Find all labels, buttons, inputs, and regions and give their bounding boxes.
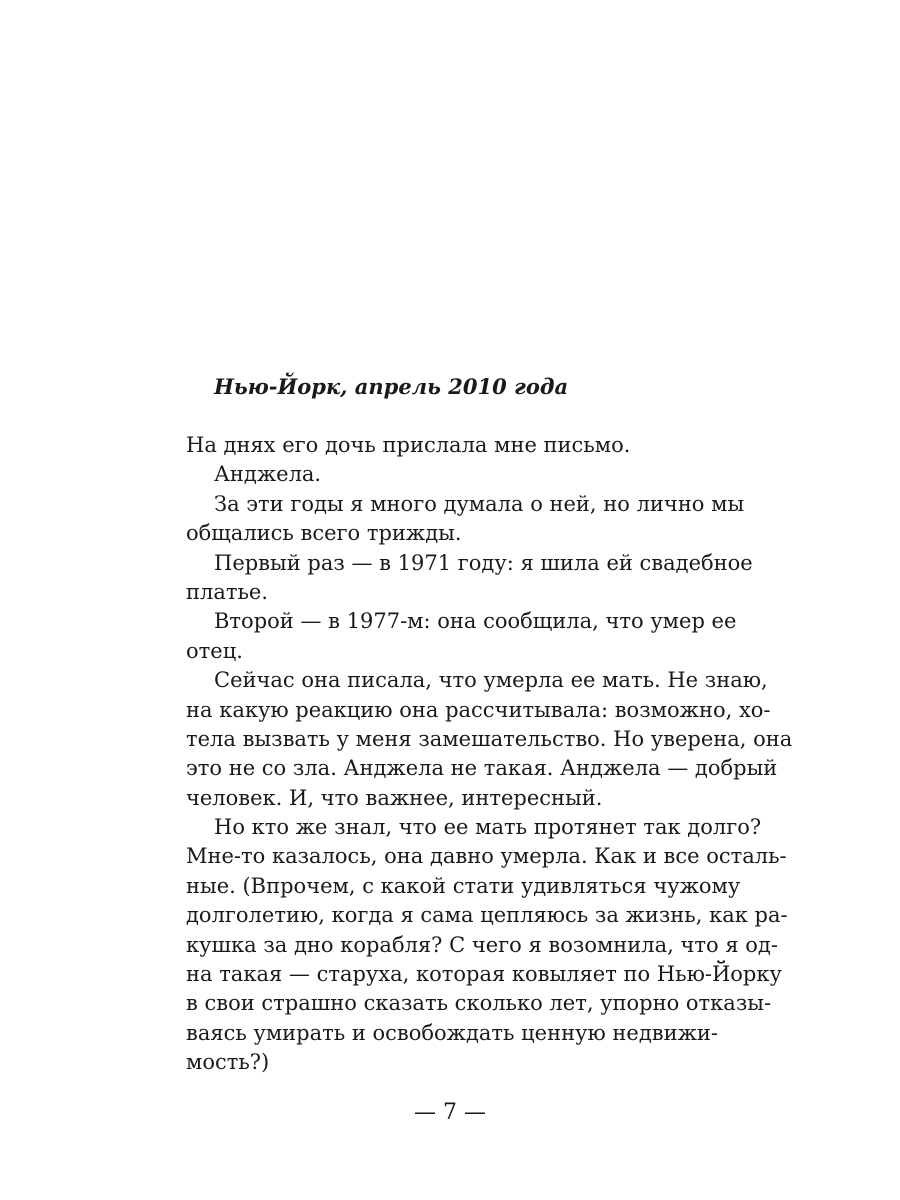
text-line: человек. И, что важнее, интересный. [186, 785, 603, 810]
text-line: долголетию, когда я сама цепляюсь за жизнь, как ра- [186, 903, 788, 928]
text-line: Анджела. [214, 462, 322, 487]
text-line: на такая — старуха, которая ковыляет по Нью-Йорку [186, 962, 782, 987]
text-line: кушка за дно корабля? С чего я возомнила, что я од- [186, 932, 778, 957]
text-line: общались всего трижды. [186, 521, 462, 546]
text-line: Мне-то казалось, она давно умерла. Как и все осталь- [186, 844, 787, 869]
text-line: это не со зла. Анджела не такая. Анджела — добрый [186, 756, 778, 781]
text-line: Сейчас она писала, что умерла ее мать. Не знаю, [214, 668, 768, 693]
text-line: Но кто же знал, что ее мать протянет так долго? [214, 815, 762, 840]
text-line: На днях его дочь прислала мне письмо. [186, 433, 631, 457]
text-line: ные. (Впрочем, с какой стати удивляться чужому [186, 873, 741, 898]
text-line: отец. [186, 638, 243, 663]
text-line: на какую реакцию она рассчитывала: возможно, хо- [186, 697, 771, 722]
text-line: в свои страшно сказать сколько лет, упорно отказы- [186, 991, 772, 1016]
text-line: мость?) [186, 1050, 270, 1075]
text-line: платье. [186, 579, 269, 604]
text-line: Второй — в 1977-м: она сообщила, что умер ее [214, 609, 737, 634]
text-line: ваясь умирать и освобождать ценную недвижи- [186, 1020, 718, 1045]
page-number: — 7 — [414, 1100, 486, 1125]
text-line: За эти годы я много думала о ней, но лично мы [214, 491, 745, 516]
text-line: тела вызвать у меня замешательство. Но уверена, она [186, 726, 793, 751]
chapter-heading: Нью-Йорк, апрель 2010 года [214, 374, 569, 399]
body-text [186, 431, 793, 1078]
text-line: Первый раз — в 1971 году: я шила ей свадебное [214, 550, 753, 575]
